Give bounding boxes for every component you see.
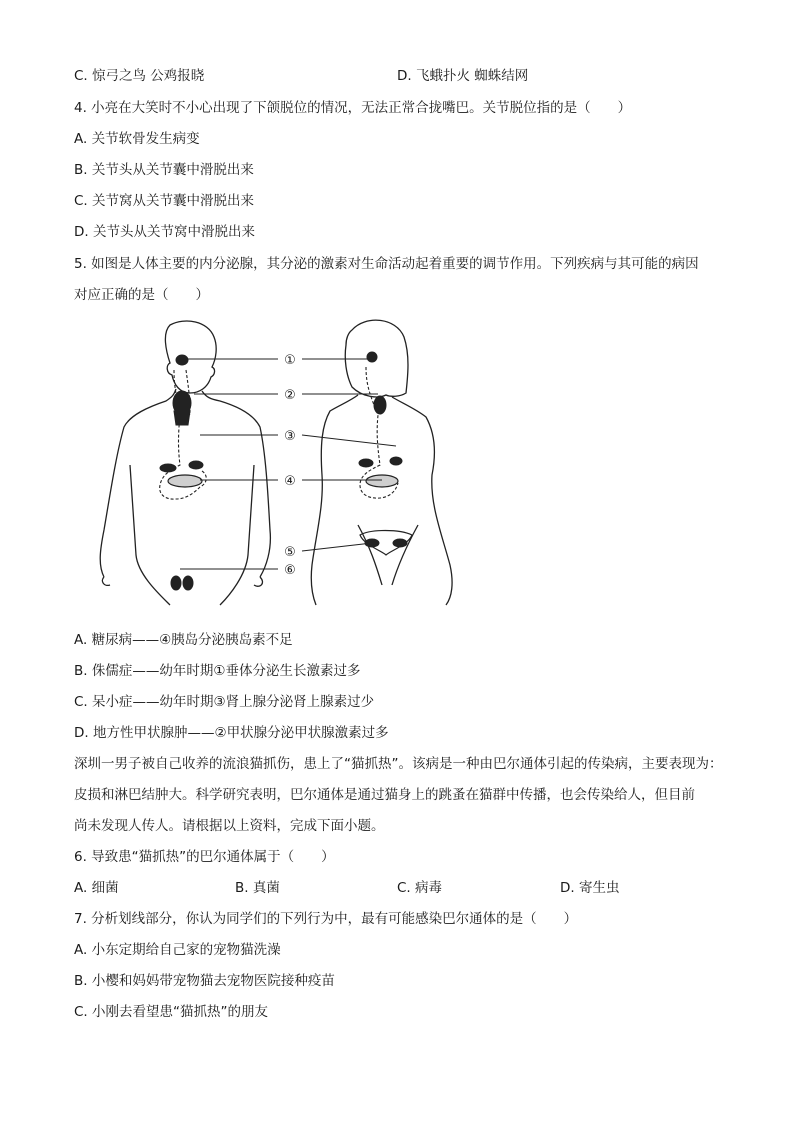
- male-pituitary-1: [176, 355, 188, 365]
- q7-option-a: A. 小东定期给自己家的宠物猫洗澡: [74, 942, 281, 958]
- q7-option-c: C. 小刚去看望患“猫抓热”的朋友: [74, 1004, 268, 1020]
- q6-option-c: C. 病毒: [397, 880, 443, 896]
- endocrine-glands-figure: [90, 315, 490, 610]
- female-thyroid-2: [374, 396, 386, 414]
- male-adrenal-right-3: [189, 461, 203, 469]
- q4-option-c: C. 关节窝从关节囊中滑脱出来: [74, 193, 255, 209]
- label-3: ③: [284, 429, 296, 444]
- label-1: ①: [284, 353, 296, 368]
- male-pancreas-4: [168, 475, 202, 487]
- q7-option-b: B. 小樱和妈妈带宠物猫去宠物医院接种疫苗: [74, 973, 335, 989]
- label-4: ④: [284, 474, 296, 489]
- q4-stem: 4. 小亮在大笑时不小心出现了下颌脱位的情况，无法正常合拢嘴巴。关节脱位指的是（ ）: [74, 100, 632, 116]
- q5-option-c: C. 呆小症——幼年时期③肾上腺分泌肾上腺素过少: [74, 694, 375, 710]
- q5-option-b: B. 侏儒症——幼年时期①垂体分泌生长激素过多: [74, 663, 361, 679]
- male-head: [165, 321, 216, 393]
- passage-line-2: 皮损和淋巴结肿大。科学研究表明，巴尔通体是通过猫身上的跳蚤在猫群中传播，也会传染给人，但目前: [74, 787, 695, 803]
- female-adrenal-right-3: [390, 457, 402, 465]
- passage-line-1: 深圳一男子被自己收养的流浪猫抓伤，患上了“猫抓热”。该病是一种由巴尔通体引起的传染病，主要表现为：: [74, 756, 723, 772]
- q5-option-a: A. 糖尿病——④胰岛分泌胰岛素不足: [74, 632, 293, 648]
- female-pituitary-1: [367, 352, 377, 362]
- q5-stem-line1: 5. 如图是人体主要的内分泌腺，其分泌的激素对生命活动起着重要的调节作用。下列疾病与其可能的病因: [74, 256, 699, 272]
- label-2: ②: [284, 388, 296, 403]
- label-6: ⑥: [284, 563, 296, 578]
- q4-option-a: A. 关节软骨发生病变: [74, 131, 200, 147]
- q6-option-a: A. 细菌: [74, 880, 119, 896]
- q3-option-c: C. 惊弓之鸟 公鸡报晓: [74, 68, 205, 84]
- q6-option-b: B. 真菌: [235, 880, 280, 896]
- passage-line-3: 尚未发现人传人。请根据以上资料，完成下面小题。: [74, 818, 385, 834]
- female-adrenal-left-3: [359, 459, 373, 467]
- q6-stem: 6. 导致患“猫抓热”的巴尔通体属于（ ）: [74, 849, 335, 865]
- male-testis-6b: [183, 576, 193, 590]
- q4-option-b: B. 关节头从关节囊中滑脱出来: [74, 162, 254, 178]
- female-torso: [311, 395, 452, 605]
- q3-option-d: D. 飞蛾扑火 蜘蛛结网: [397, 68, 529, 84]
- q5-option-d: D. 地方性甲状腺肿——②甲状腺分泌甲状腺激素过多: [74, 725, 389, 741]
- q6-option-d: D. 寄生虫: [560, 880, 620, 896]
- male-testis-6a: [171, 576, 181, 590]
- label-5: ⑤: [284, 545, 296, 560]
- q7-stem: 7. 分析划线部分，你认为同学们的下列行为中，最有可能感染巴尔通体的是（ ）: [74, 911, 578, 927]
- q5-stem-line2: 对应正确的是（ ）: [74, 287, 209, 303]
- female-pancreas-4: [366, 475, 398, 487]
- q4-option-d: D. 关节头从关节窝中滑脱出来: [74, 224, 255, 240]
